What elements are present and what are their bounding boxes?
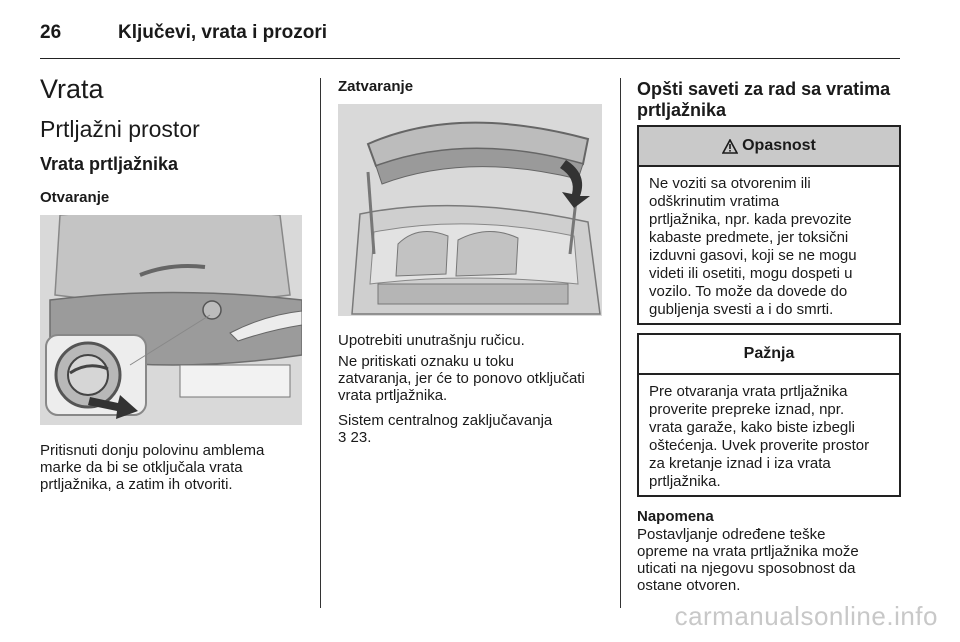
caption-line: marke da bi se otključala vrata — [40, 459, 243, 476]
central-locking-reference — [338, 412, 613, 446]
danger-text — [639, 167, 899, 327]
watermark: carmanualsonline.info — [674, 601, 938, 631]
text-line: za kretanje iznad i iza vrata — [649, 455, 831, 472]
opening-heading: Otvaranje — [40, 189, 110, 206]
text-line: proverite prepreke iznad, npr. — [649, 401, 845, 418]
text-line: gubljenja svesti a i do smrti. — [649, 301, 834, 318]
tailgate-closing-illustration — [338, 104, 602, 316]
text-line: odškrinutim vratima — [649, 193, 780, 210]
topic-title: Vrata prtljažnika — [40, 154, 179, 174]
page-reference-link[interactable]: 3 23. — [338, 429, 372, 446]
chapter-title: Ključevi, vrata i prozori — [118, 22, 328, 43]
danger-box — [637, 125, 901, 325]
section-title: Vrata — [40, 74, 104, 104]
text-line: vozilo. To može da dovede do — [649, 283, 848, 300]
caution-box-header — [639, 335, 899, 375]
text-line: vrata garaže, kako biste izbegli — [649, 419, 855, 436]
note-text — [637, 526, 902, 594]
caution-label: Pažnja — [743, 345, 795, 362]
header-rule — [40, 58, 900, 59]
title-line: Opšti saveti za rad sa vratima — [637, 79, 891, 99]
column-divider-2 — [620, 78, 621, 608]
tailgate-closing-drawing — [338, 104, 602, 316]
page-number: 26 — [40, 22, 62, 43]
opening-caption — [40, 442, 310, 493]
closing-warning-text — [338, 353, 613, 404]
text-line: Ne pritiskati oznaku u toku — [338, 353, 514, 370]
text-line: Sistem centralnog zaključavanja — [338, 412, 553, 429]
caution-box — [637, 333, 901, 497]
danger-label: Opasnost — [742, 137, 816, 154]
text-line: uticati na njegovu sposobnost da — [637, 560, 856, 577]
subsection-title: Prtljažni prostor — [40, 116, 200, 142]
caption-line: prtljažnika, a zatim ih otvoriti. — [40, 476, 233, 493]
text-line: ostane otvoren. — [637, 577, 741, 594]
text-line: kabaste predmete, jer toksični — [649, 229, 849, 246]
closing-heading: Zatvaranje — [338, 78, 414, 95]
title-line: prtljažnika — [637, 100, 727, 120]
warning-triangle-icon — [722, 139, 738, 154]
text-line: Pre otvaranja vrata prtljažnika — [649, 383, 848, 400]
text-line: vrata prtljažnika. — [338, 387, 448, 404]
text-line: izduvni gasovi, koji se ne mogu — [649, 247, 857, 264]
note-label: Napomena — [637, 508, 714, 525]
tailgate-opening-drawing — [40, 215, 302, 425]
text-line: prtljažnika, npr. kada prevozite — [649, 211, 852, 228]
text-line: Postavljanje određene teške — [637, 526, 826, 543]
text-line: Ne voziti sa otvorenim ili — [649, 175, 811, 192]
text-line: videti ili osetiti, mogu dospeti u — [649, 265, 853, 282]
caption-line: Pritisnuti donju polovinu amblema — [40, 442, 265, 459]
text-line: prtljažnika. — [649, 473, 721, 490]
column-divider-1 — [320, 78, 321, 608]
closing-instruction: Upotrebiti unutrašnju ručicu. — [338, 332, 525, 349]
text-line: zatvaranja, jer će to ponovo otključati — [338, 370, 585, 387]
text-line: opreme na vrata prtljažnika može — [637, 543, 859, 560]
general-advice-title — [637, 79, 890, 121]
tailgate-opening-illustration — [40, 215, 302, 425]
danger-box-header — [639, 127, 899, 167]
text-line: oštećenja. Uvek proverite prostor — [649, 437, 870, 454]
caution-text — [639, 375, 899, 499]
